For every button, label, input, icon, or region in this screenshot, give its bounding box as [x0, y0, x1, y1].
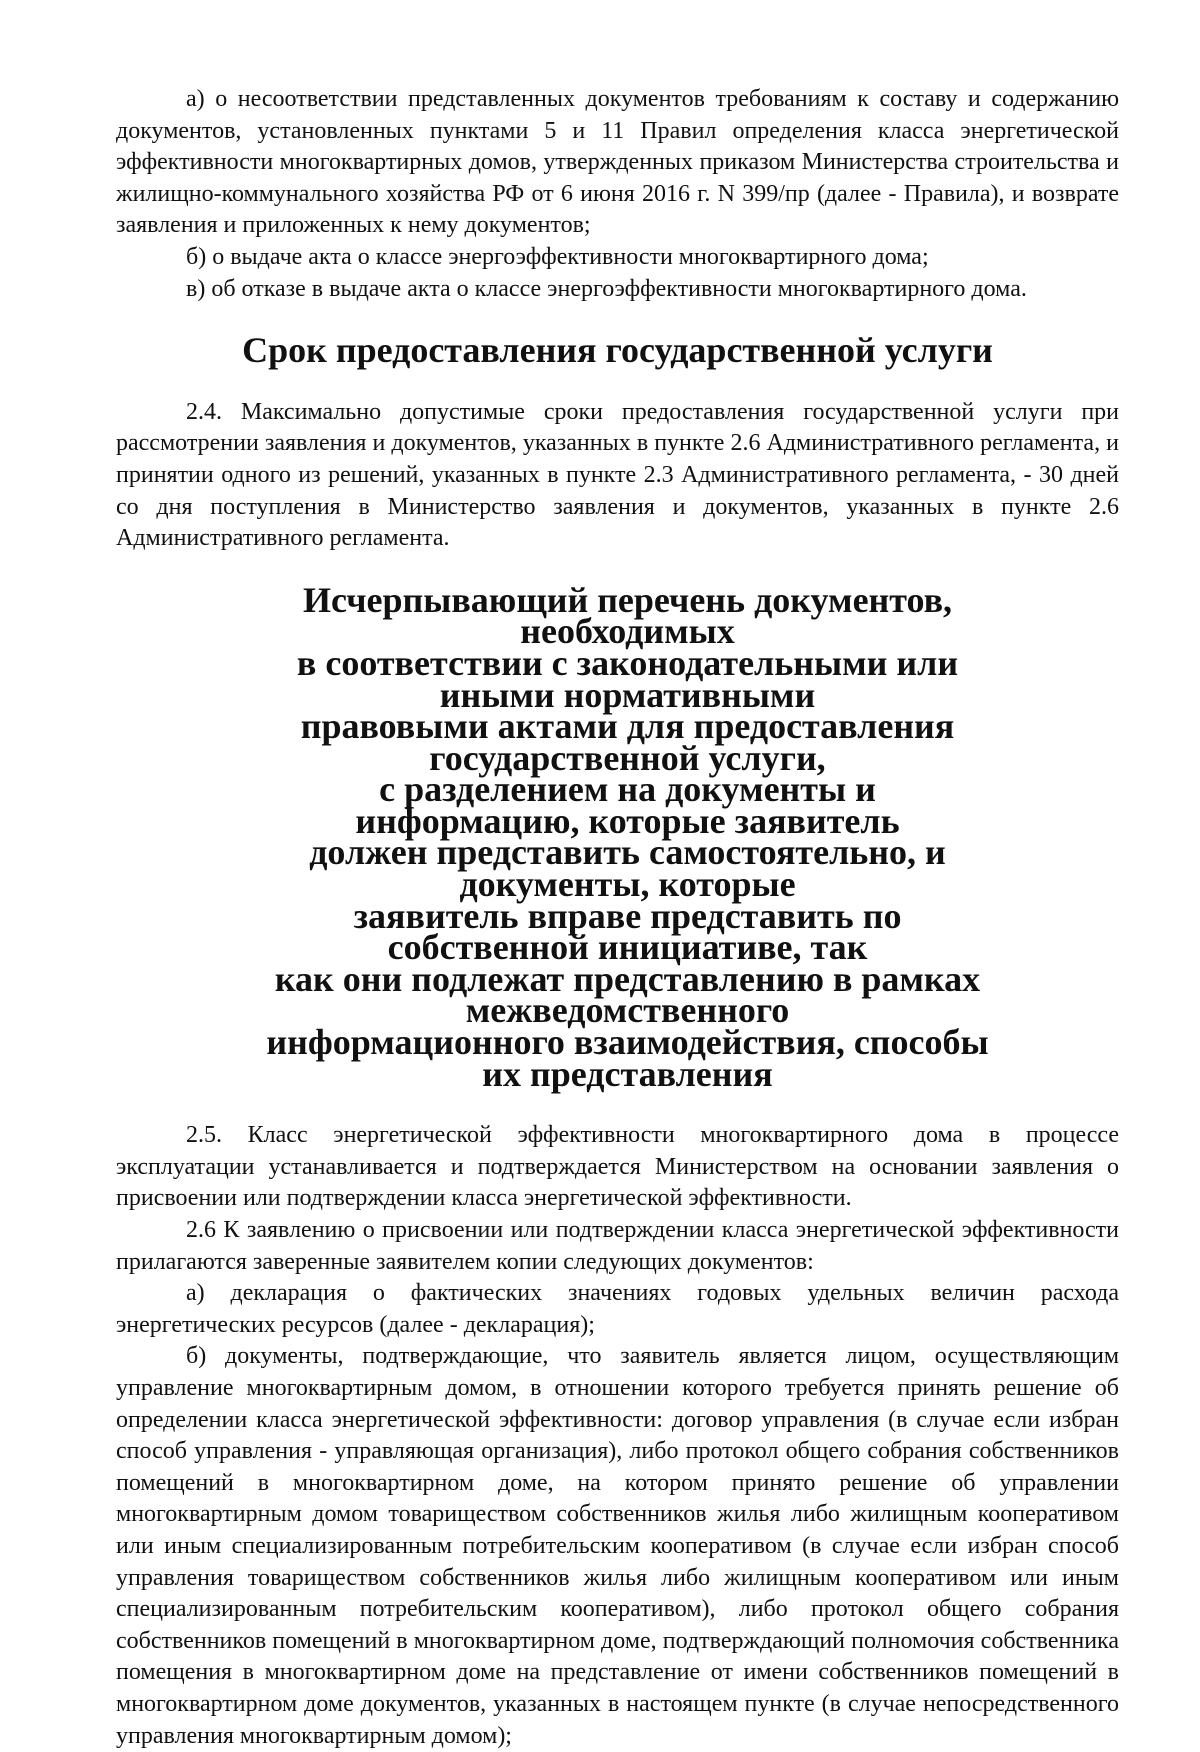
heading-line: как они подлежат представлению в рамках межведомственного	[274, 958, 981, 1031]
heading-line: должен представить самостоятельно, и документы, которые	[309, 832, 946, 905]
document-body	[116, 84, 1119, 1752]
heading-line: в соответствии с законодательными или иными нормативными	[296, 642, 959, 715]
paragraph-2-6: 2.6 К заявлению о присвоении или подтверждении класса энергетической эффективности прилагаются заверенные заявителем копии следующих документов:	[116, 1217, 1119, 1275]
section-heading-term: Срок предоставления государственной услуги	[242, 330, 993, 371]
paragraph-2-6-a: а) декларация о фактических значениях годовых удельных величин расхода энергетических ресурсов (далее - декларация);	[116, 1280, 1119, 1338]
section-heading-documents	[116, 579, 1119, 1094]
paragraph-item-c: в) об отказе в выдаче акта о классе энергоэффективности многоквартирного дома.	[186, 275, 1027, 302]
heading-line: заявитель вправе представить по собственной инициативе, так	[353, 895, 902, 968]
paragraph-2-6-b: б) документы, подтверждающие, что заявитель является лицом, осуществляющим управление многоквартирным домом, в отношении которого требуется принять решение об определении класса энергетической эффективности: договор управления (в случае если избран способ управления - управляющая организация), либо протокол общего собрания собственников помещений в многоквартирном доме, на котором принято решение об управлении многоквартирным домом товариществом собственников жилья либо жилищным кооперативом или иным специализированным потребительским кооперативом (в случае если избран способ управления товариществом собственников жилья либо жилищным кооперативом или иным специализированным потребительским кооперативом), либо протокол общего собрания собственников помещений в многоквартирном доме, подтверждающий полномочия собственника помещения в многоквартирном доме на представление от имени собственников помещений в многоквартирном доме документов, указанных в настоящем пункте (в случае непосредственного управления многоквартирным домом);	[116, 1343, 1119, 1749]
heading-line: с разделением на документы и информацию, которые заявитель	[355, 769, 900, 841]
heading-line: правовыми актами для предоставления государственной услуги,	[300, 706, 955, 778]
paragraph-2-4: 2.4. Максимально допустимые сроки предоставления государственной услуги при рассмотрении заявления и документов, указанных в пункте 2.6 Административного регламента, и принятии одного из решений, указанных в пункте 2.3 Административного регламента, - 30 дней со дня поступления в Министерство заявления и документов, указанных в пункте 2.6 Административного регламента.	[116, 398, 1119, 552]
heading-line: Исчерпывающий перечень документов, необходимых	[302, 579, 953, 652]
heading-line: информационного взаимодействия, способы их представления	[266, 1022, 989, 1094]
paragraph-2-5: 2.5. Класс энергетической эффективности многоквартирного дома в процессе эксплуатации устанавливается и подтверждается Министерством на основании заявления о присвоении или подтверждении класса энергетической эффективности.	[116, 1122, 1119, 1212]
paragraph-item-b: б) о выдаче акта о классе энергоэффективности многоквартирного дома;	[186, 243, 929, 270]
paragraph-item-a: а) о несоответствии представленных документов требованиям к составу и содержанию документов, установленных пунктами 5 и 11 Правил определения класса энергетической эффективности многоквартирных домов, утвержденных приказом Министерства строительства и жилищно-коммунального хозяйства РФ от 6 июня 2016 г. N 399/пр (далее - Правила), и возврате заявления и приложенных к нему документов;	[116, 86, 1119, 239]
